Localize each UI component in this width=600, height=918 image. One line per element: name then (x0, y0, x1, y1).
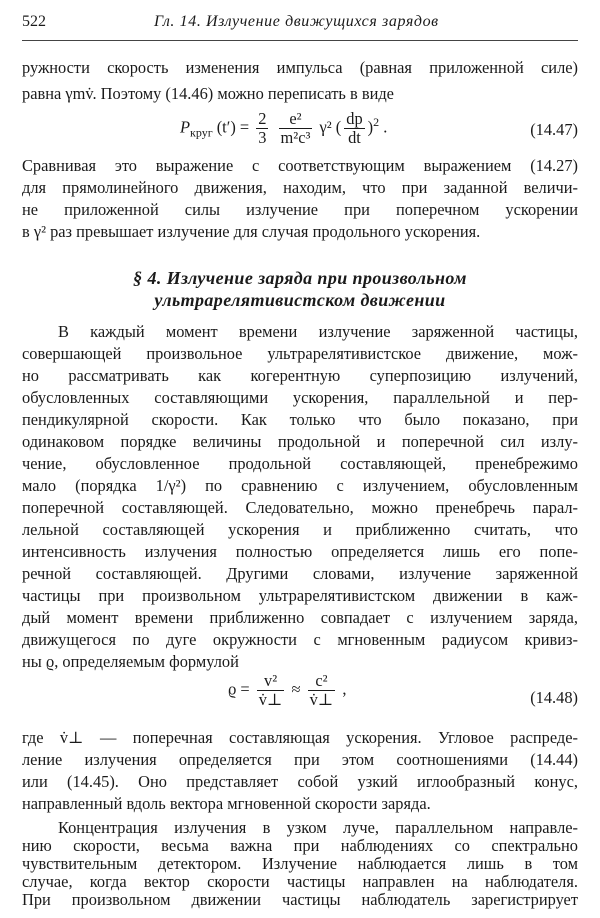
eq-power-exponent: 2 (373, 114, 380, 129)
text-line: мало (порядка 1/γ²) по сравнению с излучением, обусловленным (22, 476, 578, 495)
eq-comma: , (342, 679, 347, 699)
text-line: для прямолинейного движения, находим, что при заданной величи- (22, 178, 578, 197)
text-line: частицы при произвольном ультрарелятивистском движении в каж- (22, 586, 578, 605)
eq-open-paren: ( (335, 117, 342, 137)
text-line: в γ² раз превышает излучение для случая продольного ускорения. (22, 222, 481, 241)
section-heading: ультрарелятивистском движении (154, 290, 446, 310)
eq-velocity-numerator: v² (257, 672, 285, 691)
text-line: обусловленных составляющими ускорения, параллельной и пер- (22, 388, 578, 407)
equation-number: (14.48) (530, 688, 578, 707)
text-line: нию скорости, весьма важна при наблюдениях со спектрально (22, 836, 578, 855)
eq-light-speed-denominator: v̇⊥ (309, 690, 334, 709)
text-line: ление излучения определяется при этом соотношениями (14.44) (22, 750, 578, 769)
eq-approx-sign: ≈ (291, 679, 301, 699)
text-line: дый момент времени приближенно совпадает с излучением заряда, (22, 608, 578, 627)
page-header (22, 13, 578, 37)
equation-number: (14.47) (530, 120, 578, 139)
text-line: В каждый момент времени излучение заряженной частицы, (58, 322, 578, 341)
equation-14-48 (228, 672, 346, 709)
text-line: Концентрация излучения в узком луче, параллельном направле- (58, 818, 578, 837)
eq-fraction-light-speed (308, 672, 336, 709)
text-line: интенсивность излучения полностью определяется лишь его попе- (22, 542, 578, 561)
eq-light-speed-numerator: c² (308, 672, 336, 691)
eq-gamma-factor: γ² (319, 117, 332, 137)
eq-coefficient (256, 110, 268, 147)
text-line: ны ϱ, определяемым формулой (22, 652, 239, 671)
header-rule (22, 40, 578, 41)
eq-close-paren: ) (367, 117, 374, 137)
eq-radius-symbol: ϱ = (228, 679, 250, 699)
text-line: чувствительным детектором. Излучение наблюдается лишь в том (22, 854, 578, 873)
eq-derivative (344, 110, 364, 147)
text-line: Сравнивая это выражение с соответствующим выражением (14.27) (22, 156, 578, 175)
eq-charge-fraction (279, 110, 313, 147)
text-line: но рассматривать как когерентную суперпозицию излучений, (22, 366, 578, 385)
text-line: ружности скорость изменения импульса (равная приложенной силе) (22, 58, 578, 77)
text-line: лельной составляющей ускорения и приближенно считать, что (22, 520, 578, 539)
eq-power-argument: (t′) = (216, 117, 250, 137)
text-line: одинаковом порядке величины продольной и поперечной сил излу- (22, 432, 578, 451)
text-line: случае, когда вектор скорости частицы направлен на наблюдателя. (22, 872, 578, 891)
text-line: совершающей произвольное ультрарелятивистское движение, мож- (22, 344, 578, 363)
eq-power-subscript: круг (190, 125, 213, 140)
text-line: равна γmv̇. Поэтому (14.46) можно переписать в виде (22, 84, 394, 103)
eq-charge-numerator: e² (279, 110, 313, 129)
text-line: или (14.45). Оно представляет собой узкий иглообразный конус, (22, 772, 578, 791)
equation-14-47 (180, 110, 387, 147)
text-line: направленный вдоль вектора мгновенной скорости заряда. (22, 794, 431, 813)
text-line: поперечной составляющей. Следовательно, можно пренебречь парал- (22, 498, 578, 517)
text-line: При произвольном движении частицы наблюдатель зарегистрирует (22, 890, 578, 909)
eq-coefficient-denominator: 3 (258, 128, 267, 147)
eq-period: . (383, 117, 388, 137)
eq-coefficient-numerator: 2 (258, 109, 267, 128)
text-line: не приложенной силы излучение при поперечном ускорении (22, 200, 578, 219)
text-line: чение, обусловленное продольной составляющей, пренебрежимо (22, 454, 578, 473)
eq-fraction-velocity (257, 672, 285, 709)
eq-power-symbol: P (180, 117, 191, 137)
page-number: 522 (22, 13, 46, 30)
eq-derivative-numerator: dp (346, 109, 363, 128)
eq-derivative-denominator: dt (348, 128, 361, 147)
text-line: движущегося по дуге окружности с мгновенным радиусом кривиз- (22, 630, 578, 649)
text-line: речной составляющей. Другими словами, излучение заряженной (22, 564, 578, 583)
section-heading: § 4. Излучение заряда при произвольном (133, 268, 467, 288)
eq-charge-denominator: m²c³ (280, 128, 311, 147)
eq-velocity-denominator: v̇⊥ (258, 690, 283, 709)
running-title: Гл. 14. Излучение движущихся зарядов (154, 13, 439, 30)
text-line: где v̇⊥ — поперечная составляющая ускорения. Угловое распреде- (22, 728, 578, 747)
text-line: пендикулярной скорости. Как только что было показано, при (22, 410, 578, 429)
